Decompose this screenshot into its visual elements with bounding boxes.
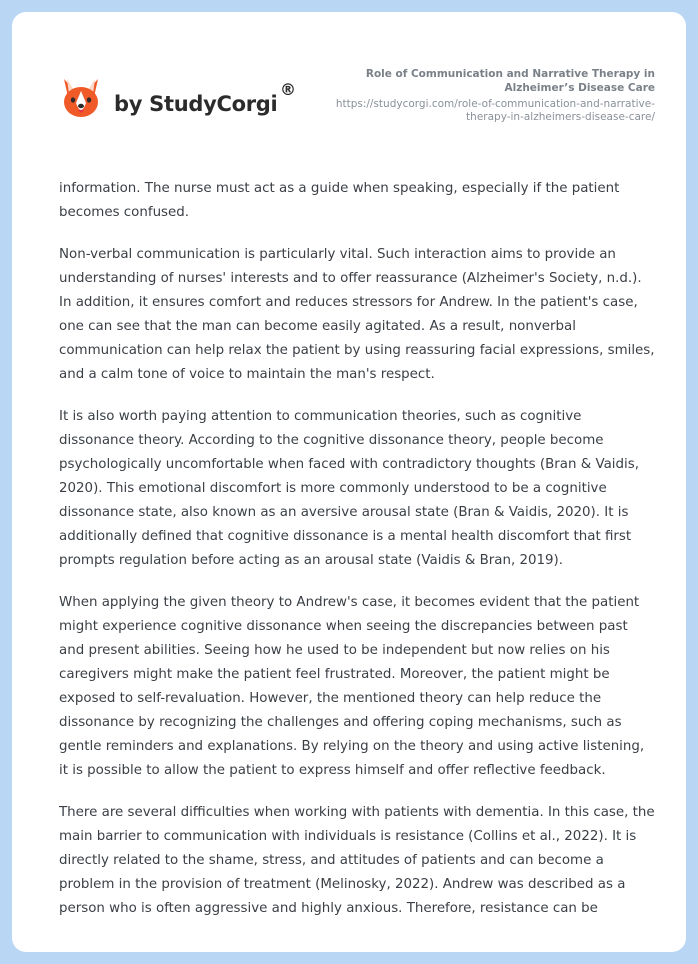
brand-name: by StudyCorgi [114,92,278,116]
document-title [335,67,655,95]
studycorgi-logo[interactable] [60,74,310,134]
document-title-line: Alzheimer’s Disease Care [504,82,655,94]
document-body [59,177,657,939]
registered-mark: ® [280,80,296,99]
document-url-line[interactable]: therapy-in-alzheimers-disease-care/ [466,111,655,123]
document-title-line: Role of Communication and Narrative Therapy in [365,68,655,80]
body-paragraph: There are several difficulties when working with patients with dementia. In this case, the main barrier to communication with individuals is resistance (Collins et al., 2022). It is directly related to the shame, stress, and attitudes of patients and can become a problem in the provision of treatment (Melinosky, 2022). Andrew was described as a person who is often aggressive and highly anxious. Therefore, resistance can be [59,805,655,916]
document-meta [335,67,655,124]
page-header [12,12,686,162]
body-paragraph: information. The nurse must act as a guide when speaking, especially if the patient becomes confused. [59,181,620,220]
document-url[interactable] [335,98,655,124]
corgi-head-icon [60,77,102,121]
document-page [12,12,686,952]
body-paragraph: When applying the given theory to Andrew's case, it becomes evident that the patient might experience cognitive dissonance when seeing the discrepancies between past and present abilities. Seeing how he used to be independent but now relies on his caregivers might make the patient feel frustrated. Moreover, the patient might be exposed to self-revaluation. However, the mentioned theory can help reduce the dissonance by recognizing the challenges and offering coping mechanisms, such as gentle reminders and explanations. By relying on the theory and using active listening, it is possible to allow the patient to express himself and offer reflective feedback. [59,595,645,778]
body-paragraph: Non-verbal communication is particularly vital. Such interaction aims to provide an understanding of nurses' interests and to offer reassurance (Alzheimer's Society, n.d.). In addition, it ensures comfort and reduces stressors for Andrew. In the patient's case, one can see that the man can become easily agitated. As a result, nonverbal communication can help relax the patient by using reassuring facial expressions, smiles, and a calm tone of voice to maintain the man's respect. [59,247,655,382]
document-url-line[interactable]: https://studycorgi.com/role-of-communication-and-narrative- [335,98,655,110]
body-paragraph: It is also worth paying attention to communication theories, such as cognitive dissonance theory. According to the cognitive dissonance theory, people become psychologically uncomfortable when faced with contradictory thoughts (Bran & Vaidis, 2020). This emotional discomfort is more commonly understood to be a cognitive dissonance state, also known as an aversive arousal state (Bran & Vaidis, 2020). It is additionally defined that cognitive dissonance is a mental health discomfort that first prompts regulation before acting as an arousal state (Vaidis & Bran, 2019). [59,409,639,568]
